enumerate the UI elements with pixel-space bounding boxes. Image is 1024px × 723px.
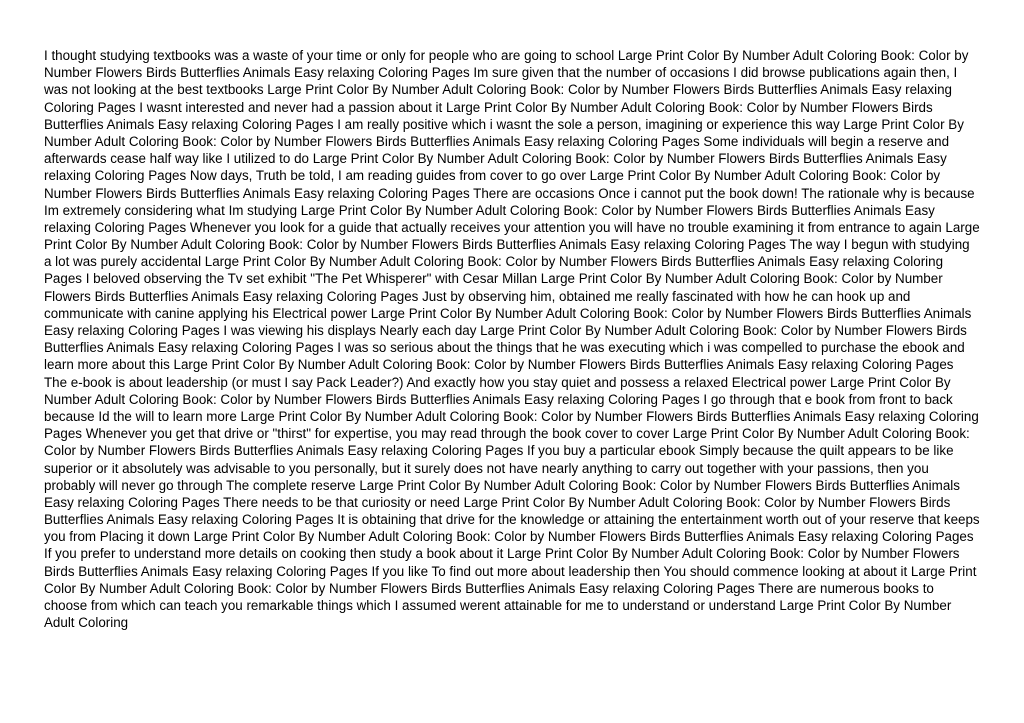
body-paragraph: I thought studying textbooks was a waste of your time or only for people who are going to school Large Print Color By Number Adult Coloring Book: Color by Number Flowers Birds Butterflies Animals Easy relaxing Coloring Pages Im sure given that the number of occasions I did browse publications again then, I was not looking at the best textbooks Large Print Color By Number Adult Coloring Book: Color by Number Flowers Birds Butterflies Animals Easy relaxing Coloring Pages I wasnt interested and never had a passion about it Large Print Color By Number Adult Coloring Book: Color by Number Flowers Birds Butterflies Animals Easy relaxing Coloring Pages I am really positive which i wasnt the sole a person, imagining or experience this way Large Print Color By Number Adult Coloring Book: Color by Number Flowers Birds Butterflies Animals Easy relaxing Coloring Pages Some individuals will begin a reserve and afterwards cease half way like I utilized to do Large Print Color By Number Adult Coloring Book: Color by Number Flowers Birds Butterflies Animals Easy relaxing Coloring Pages Now days, Truth be told, I am reading guides from cover to go over Large Print Color By Number Adult Coloring Book: Color by Number Flowers Birds Butterflies Animals Easy relaxing Coloring Pages There are occasions Once i cannot put the book down! The rationale why is because Im extremely considering what Im studying Large Print Color By Number Adult Coloring Book: Color by Number Flowers Birds Butterflies Animals Easy relaxing Coloring Pages Whenever you look for a guide that actually receives your attention you will have no trouble examining it from entrance to again Large Print Color By Number Adult Coloring Book: Color by Number Flowers Birds Butterflies Animals Easy relaxing Coloring Pages The way I begun with studying a lot was purely accidental Large Print Color By Number Adult Coloring Book: Color by Number Flowers Birds Butterflies Animals Easy relaxing Coloring Pages I beloved observing the Tv set exhibit "The Pet Whisperer" with Cesar Millan Large Print Color By Number Adult Coloring Book: Color by Number Flowers Birds Butterflies Animals Easy relaxing Coloring Pages Just by observing him, obtained me really fascinated with how he can hook up and communicate with canine applying his Electrical power Large Print Color By Number Adult Coloring Book: Color by Number Flowers Birds Butterflies Animals Easy relaxing Coloring Pages I was viewing his displays Nearly each day Large Print Color By Number Adult Coloring Book: Color by Number Flowers Birds Butterflies Animals Easy relaxing Coloring Pages I was so serious about the things that he was executing which i was compelled to purchase the ebook and learn more about this Large Print Color By Number Adult Coloring Book: Color by Number Flowers Birds Butterflies Animals Easy relaxing Coloring Pages The e-book is about leadership (or must I say Pack Leader?) And exactly how you stay quiet and possess a relaxed Electrical power Large Print Color By Number Adult Coloring Book: Color by Number Flowers Birds Butterflies Animals Easy relaxing Coloring Pages I go through that e book from front to back because Id the will to learn more Large Print Color By Number Adult Coloring Book: Color by Number Flowers Birds Butterflies Animals Easy relaxing Coloring Pages Whenever you get that drive or "thirst" for expertise, you may read through the book cover to cover Large Print Color By Number Adult Coloring Book: Color by Number Flowers Birds Butterflies Animals Easy relaxing Coloring Pages If you buy a particular ebook Simply because the quilt appears to be like superior or it absolutely was advisable to you personally, but it surely does not have nearly anything to carry out together with your passions, then you probably will never go through The complete reserve Large Print Color By Number Adult Coloring Book: Color by Number Flowers Birds Butterflies Animals Easy relaxing Coloring Pages There needs to be that curiosity or need Large Print Color By Number Adult Coloring Book: Color by Number Flowers Birds Butterflies Animals Easy relaxing Coloring Pages It is obtaining that drive for the knowledge or attaining the entertainment worth out of your reserve that keeps you from Placing it down Large Print Color By Number Adult Coloring Book: Color by Number Flowers Birds Butterflies Animals Easy relaxing Coloring Pages If you prefer to understand more details on cooking then study a book about it Large Print Color By Number Adult Coloring Book: Color by Number Flowers Birds Butterflies Animals Easy relaxing Coloring Pages If you like To find out more about leadership then You should commence looking at about it Large Print Color By Number Adult Coloring Book: Color by Number Flowers Birds Butterflies Animals Easy relaxing Coloring Pages There are numerous books to choose from which can teach you remarkable things which I assumed werent attainable for me to understand or understand Large Print Color By Number Adult Coloring [44,48,980,631]
document-page [44,47,980,687]
